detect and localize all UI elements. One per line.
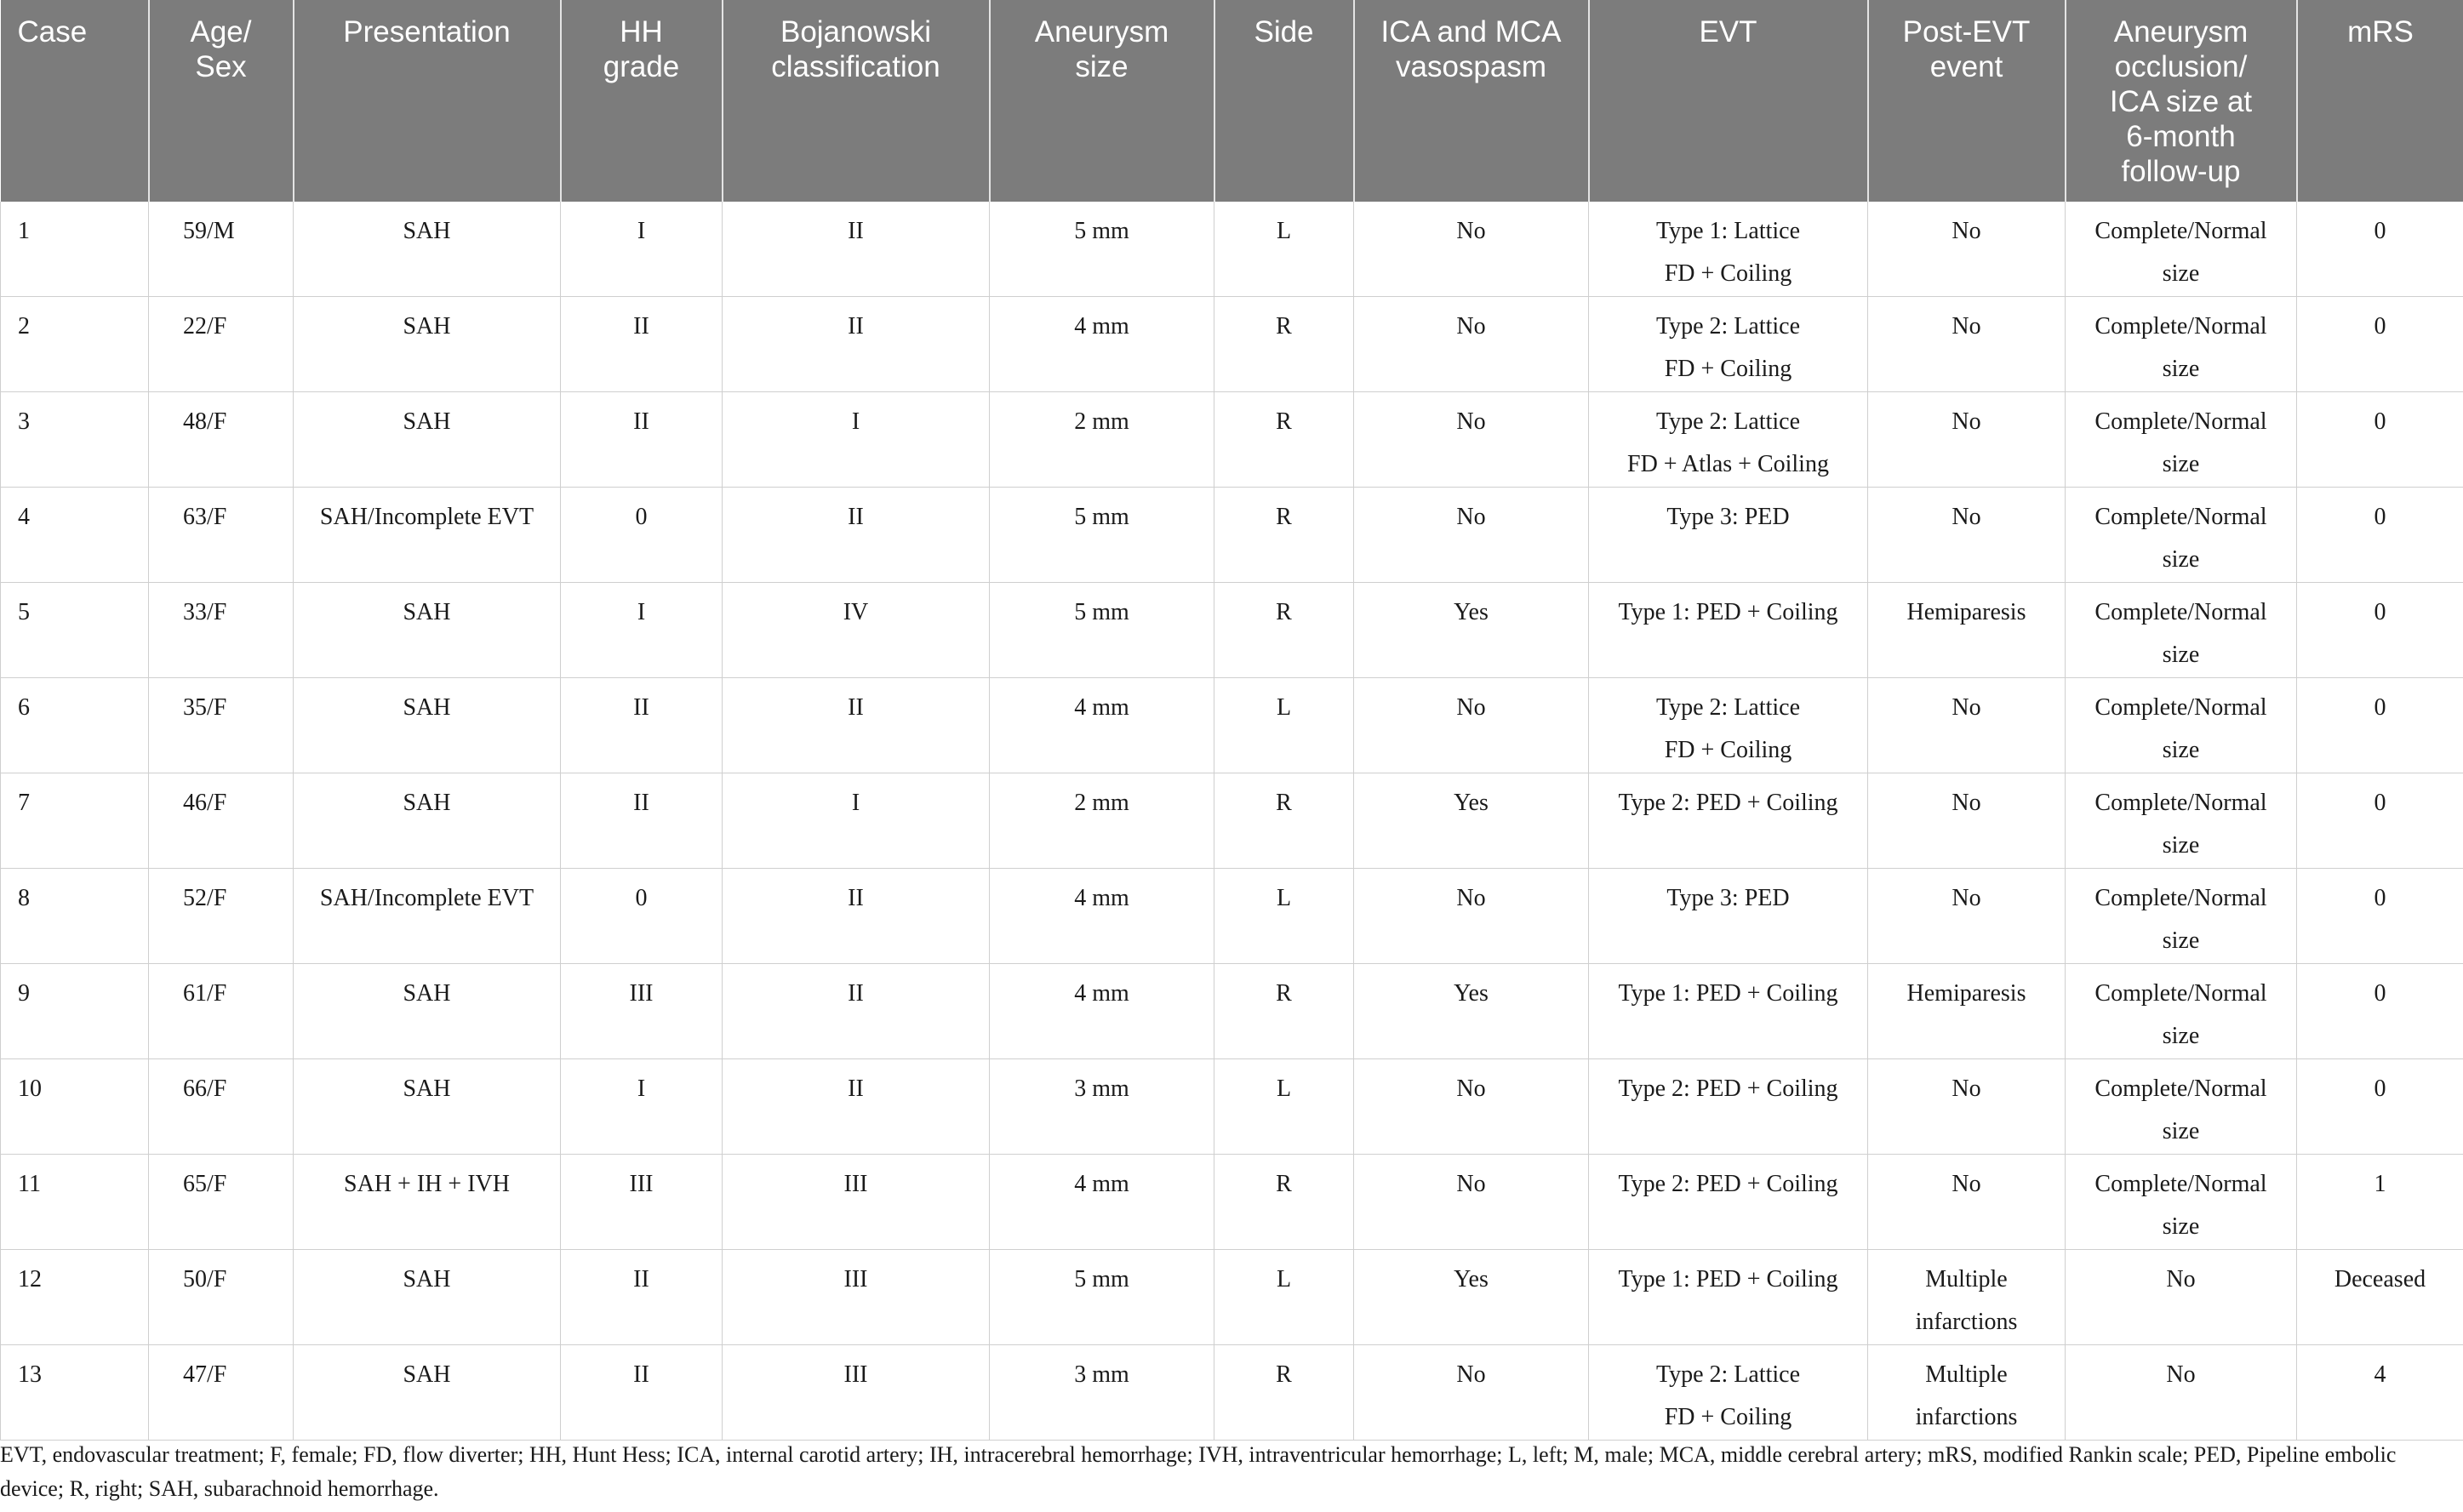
header-hh-grade: HH grade [561,0,723,202]
cell-vasospasm: Yes [1354,583,1589,678]
cell-aneurysm-size: 2 mm [990,392,1214,488]
cell-age-sex: 22/F [149,297,294,392]
cell-hh-grade: II [561,1250,723,1345]
table-row [1,678,2463,773]
cell-aneurysm-size: 4 mm [990,1155,1214,1250]
table-body [1,202,2463,1441]
cell-case: 10 [1,1059,149,1155]
cell-presentation: SAH [294,964,561,1059]
cell-side: L [1214,1250,1354,1345]
cell-side: L [1214,678,1354,773]
cell-case: 4 [1,488,149,583]
table-row [1,1155,2463,1250]
header-side: Side [1214,0,1354,202]
cell-occlusion: Complete/Normal size [2066,1059,2297,1155]
cell-evt: Type 1: PED + Coiling [1589,1250,1868,1345]
cell-presentation: SAH [294,773,561,869]
cell-side: L [1214,1059,1354,1155]
cell-post-evt-event: No [1868,392,2066,488]
cell-post-evt-event: Hemiparesis [1868,964,2066,1059]
cell-vasospasm: Yes [1354,773,1589,869]
cell-occlusion: No [2066,1345,2297,1441]
cell-occlusion: Complete/Normal size [2066,678,2297,773]
cell-age-sex: 63/F [149,488,294,583]
cell-side: R [1214,297,1354,392]
cell-evt: Type 2: Lattice FD + Coiling [1589,678,1868,773]
cell-bojanowski: II [723,488,990,583]
cell-presentation: SAH [294,202,561,297]
cell-evt: Type 2: PED + Coiling [1589,1155,1868,1250]
cell-presentation: SAH [294,583,561,678]
cell-post-evt-event: Multiple infarctions [1868,1345,2066,1441]
cell-side: R [1214,1345,1354,1441]
cell-case: 7 [1,773,149,869]
cell-case: 8 [1,869,149,964]
cell-case: 6 [1,678,149,773]
table-row [1,773,2463,869]
cell-hh-grade: II [561,773,723,869]
cell-evt: Type 2: PED + Coiling [1589,1059,1868,1155]
cell-side: L [1214,869,1354,964]
table-row [1,488,2463,583]
cell-mrs: 0 [2297,392,2463,488]
cell-aneurysm-size: 3 mm [990,1059,1214,1155]
cell-presentation: SAH [294,678,561,773]
cell-hh-grade: II [561,1345,723,1441]
cell-hh-grade: III [561,1155,723,1250]
cell-bojanowski: II [723,678,990,773]
cell-age-sex: 66/F [149,1059,294,1155]
cell-hh-grade: III [561,964,723,1059]
cell-vasospasm: No [1354,1155,1589,1250]
cell-vasospasm: No [1354,1345,1589,1441]
cell-hh-grade: 0 [561,869,723,964]
header-vasospasm: ICA and MCA vasospasm [1354,0,1589,202]
cell-bojanowski: III [723,1250,990,1345]
cell-aneurysm-size: 5 mm [990,583,1214,678]
cell-aneurysm-size: 3 mm [990,1345,1214,1441]
table-row [1,392,2463,488]
cell-post-evt-event: Hemiparesis [1868,583,2066,678]
cell-mrs: Deceased [2297,1250,2463,1345]
cell-age-sex: 46/F [149,773,294,869]
cell-hh-grade: II [561,297,723,392]
cell-vasospasm: No [1354,392,1589,488]
cell-aneurysm-size: 5 mm [990,202,1214,297]
cell-mrs: 4 [2297,1345,2463,1441]
cell-aneurysm-size: 5 mm [990,1250,1214,1345]
table-footnote: EVT, endovascular treatment; F, female; FD, flow diverter; HH, Hunt Hess; ICA, internal carotid artery; IH, intracerebral hemorrhage; IVH, intraventricular hemorrhage; L, left; M, male; MCA, middle cerebral artery; mRS, modified Rankin scale; PED, Pipeline embolic device; R, right; SAH, subarachnoid hemorrhage. [0,1442,2397,1501]
cell-bojanowski: IV [723,583,990,678]
cell-mrs: 0 [2297,488,2463,583]
cell-presentation: SAH [294,1059,561,1155]
cell-post-evt-event: No [1868,869,2066,964]
cell-mrs: 0 [2297,964,2463,1059]
cell-mrs: 0 [2297,773,2463,869]
cell-case: 12 [1,1250,149,1345]
table-row [1,1059,2463,1155]
cell-bojanowski: II [723,964,990,1059]
cell-aneurysm-size: 5 mm [990,488,1214,583]
cell-post-evt-event: No [1868,488,2066,583]
cell-occlusion: Complete/Normal size [2066,869,2297,964]
header-row [1,0,2463,202]
cell-occlusion: Complete/Normal size [2066,1155,2297,1250]
header-bojanowski-classification: Bojanowski classification [723,0,990,202]
cell-age-sex: 33/F [149,583,294,678]
cell-post-evt-event: No [1868,678,2066,773]
cell-side: R [1214,583,1354,678]
cell-occlusion: No [2066,1250,2297,1345]
table-row [1,583,2463,678]
cell-side: R [1214,488,1354,583]
cell-hh-grade: II [561,392,723,488]
cell-bojanowski: II [723,1059,990,1155]
cell-case: 11 [1,1155,149,1250]
cell-side: R [1214,964,1354,1059]
cell-age-sex: 52/F [149,869,294,964]
cell-aneurysm-size: 4 mm [990,678,1214,773]
cell-age-sex: 47/F [149,1345,294,1441]
cell-hh-grade: I [561,202,723,297]
cell-vasospasm: No [1354,488,1589,583]
cell-age-sex: 61/F [149,964,294,1059]
cell-vasospasm: Yes [1354,1250,1589,1345]
cell-bojanowski: II [723,869,990,964]
cell-mrs: 0 [2297,583,2463,678]
cell-case: 13 [1,1345,149,1441]
cell-evt: Type 1: PED + Coiling [1589,583,1868,678]
cell-hh-grade: I [561,583,723,678]
cell-mrs: 0 [2297,202,2463,297]
cell-age-sex: 50/F [149,1250,294,1345]
cell-evt: Type 3: PED [1589,488,1868,583]
cell-vasospasm: Yes [1354,964,1589,1059]
cell-aneurysm-size: 2 mm [990,773,1214,869]
cell-occlusion: Complete/Normal size [2066,202,2297,297]
cell-age-sex: 65/F [149,1155,294,1250]
cell-aneurysm-size: 4 mm [990,964,1214,1059]
cell-vasospasm: No [1354,678,1589,773]
cell-bojanowski: II [723,202,990,297]
cell-post-evt-event: No [1868,202,2066,297]
cell-bojanowski: III [723,1155,990,1250]
cell-age-sex: 59/M [149,202,294,297]
cell-side: L [1214,202,1354,297]
cell-hh-grade: II [561,678,723,773]
cell-presentation: SAH/Incomplete EVT [294,869,561,964]
cell-bojanowski: II [723,297,990,392]
cell-post-evt-event: Multiple infarctions [1868,1250,2066,1345]
cell-case: 2 [1,297,149,392]
cell-case: 3 [1,392,149,488]
cell-presentation: SAH [294,1345,561,1441]
cell-age-sex: 48/F [149,392,294,488]
cell-hh-grade: I [561,1059,723,1155]
cell-side: R [1214,392,1354,488]
cell-evt: Type 3: PED [1589,869,1868,964]
cell-presentation: SAH + IH + IVH [294,1155,561,1250]
cell-post-evt-event: No [1868,1155,2066,1250]
cell-mrs: 0 [2297,297,2463,392]
cell-occlusion: Complete/Normal size [2066,488,2297,583]
cell-occlusion: Complete/Normal size [2066,964,2297,1059]
header-aneurysm-occlusion: Aneurysm occlusion/ ICA size at 6-month follow-up [2066,0,2297,202]
cell-post-evt-event: No [1868,297,2066,392]
header-mrs: mRS [2297,0,2463,202]
table-row [1,869,2463,964]
cell-case: 5 [1,583,149,678]
cell-presentation: SAH/Incomplete EVT [294,488,561,583]
cell-hh-grade: 0 [561,488,723,583]
cell-mrs: 0 [2297,1059,2463,1155]
cell-evt: Type 2: Lattice FD + Coiling [1589,1345,1868,1441]
cell-aneurysm-size: 4 mm [990,869,1214,964]
header-evt: EVT [1589,0,1868,202]
cell-bojanowski: I [723,392,990,488]
header-aneurysm-size: Aneurysm size [990,0,1214,202]
cell-bojanowski: III [723,1345,990,1441]
cell-aneurysm-size: 4 mm [990,297,1214,392]
cell-case: 1 [1,202,149,297]
cell-vasospasm: No [1354,869,1589,964]
table-row [1,1345,2463,1441]
cell-mrs: 1 [2297,1155,2463,1250]
cell-presentation: SAH [294,392,561,488]
cell-post-evt-event: No [1868,773,2066,869]
cell-case: 9 [1,964,149,1059]
cell-presentation: SAH [294,297,561,392]
cell-bojanowski: I [723,773,990,869]
table-row [1,964,2463,1059]
header-presentation: Presentation [294,0,561,202]
cell-evt: Type 2: PED + Coiling [1589,773,1868,869]
table-row [1,297,2463,392]
cell-evt: Type 1: Lattice FD + Coiling [1589,202,1868,297]
cell-vasospasm: No [1354,297,1589,392]
cell-presentation: SAH [294,1250,561,1345]
cell-age-sex: 35/F [149,678,294,773]
cell-occlusion: Complete/Normal size [2066,583,2297,678]
cell-occlusion: Complete/Normal size [2066,392,2297,488]
cell-occlusion: Complete/Normal size [2066,773,2297,869]
table-row [1,202,2463,297]
cell-mrs: 0 [2297,678,2463,773]
cell-occlusion: Complete/Normal size [2066,297,2297,392]
cell-post-evt-event: No [1868,1059,2066,1155]
cell-vasospasm: No [1354,1059,1589,1155]
header-case: Case [1,0,149,202]
cell-side: R [1214,773,1354,869]
cell-side: R [1214,1155,1354,1250]
cell-evt: Type 2: Lattice FD + Coiling [1589,297,1868,392]
header-post-evt-event: Post-EVT event [1868,0,2066,202]
cell-vasospasm: No [1354,202,1589,297]
header-age-sex: Age/ Sex [149,0,294,202]
table-row [1,1250,2463,1345]
cell-evt: Type 1: PED + Coiling [1589,964,1868,1059]
cell-evt: Type 2: Lattice FD + Atlas + Coiling [1589,392,1868,488]
cell-mrs: 0 [2297,869,2463,964]
